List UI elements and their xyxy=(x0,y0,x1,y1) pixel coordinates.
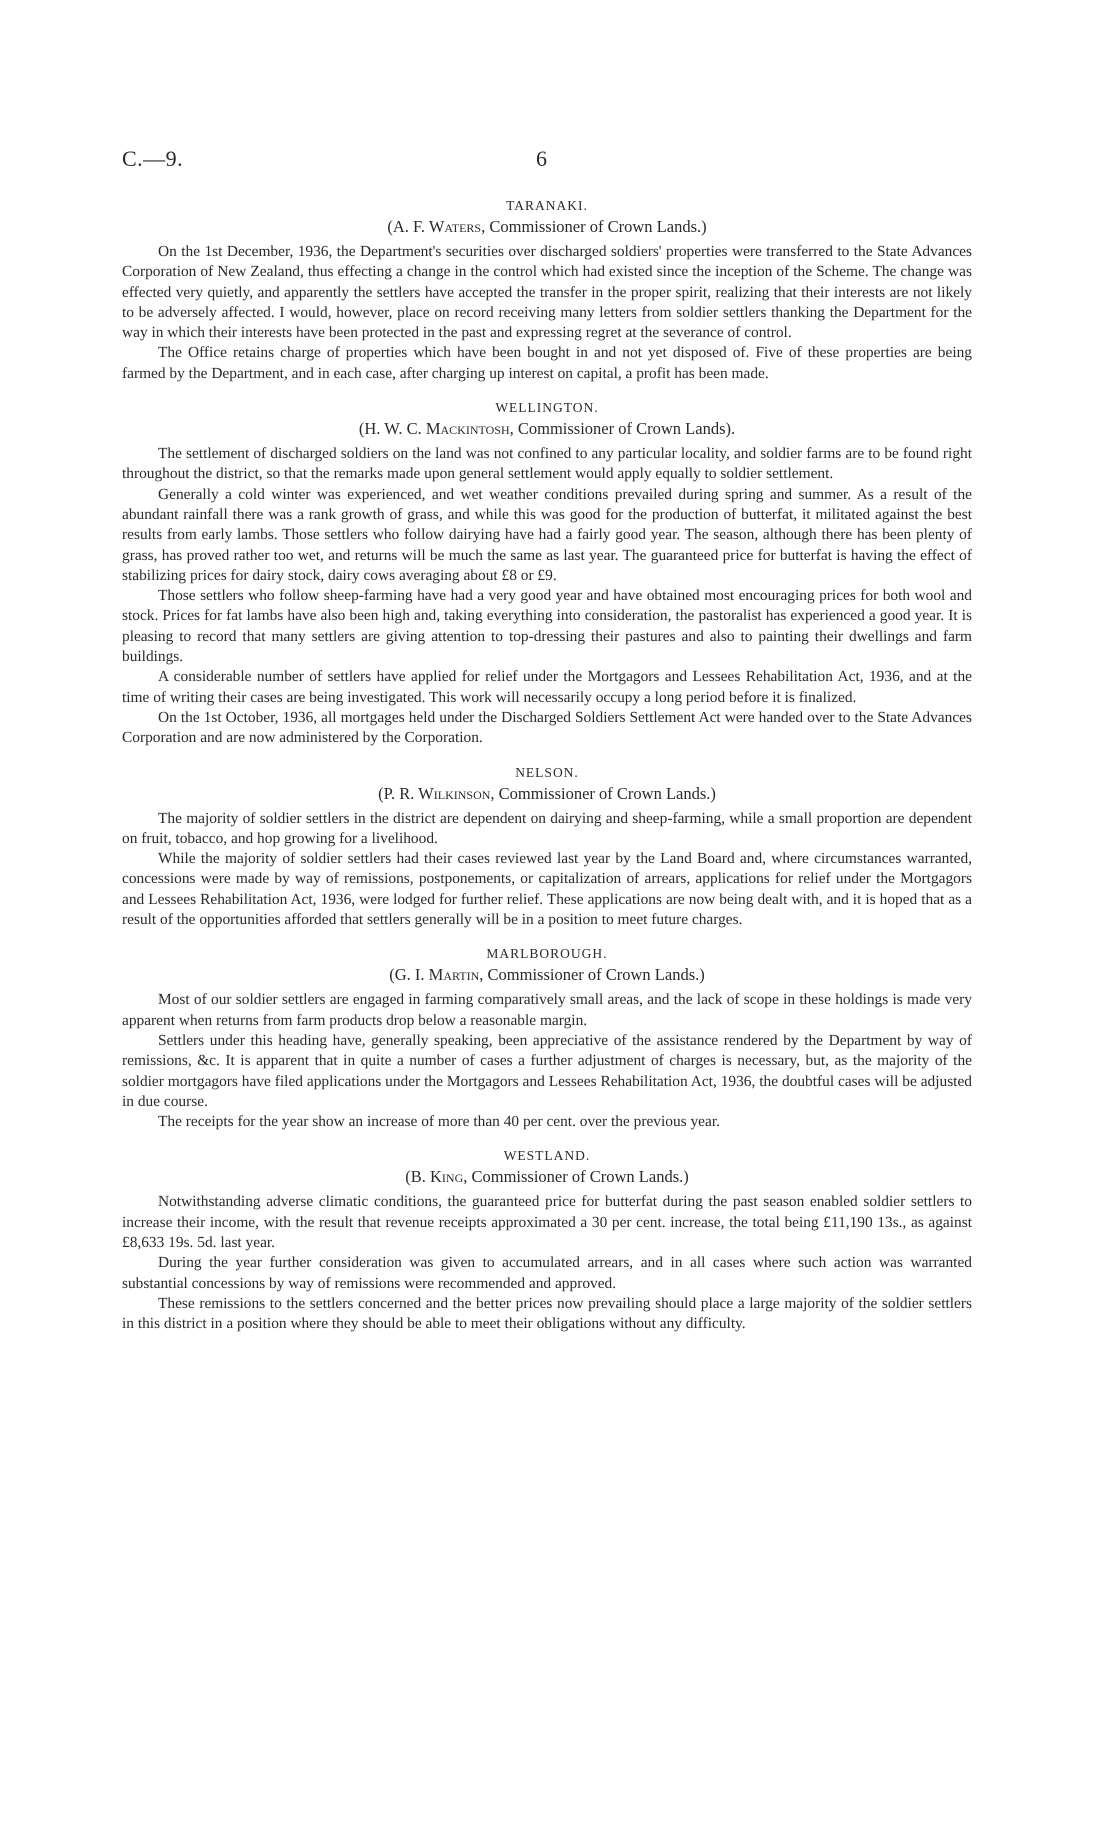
paragraph: The receipts for the year show an increase of more than 40 per cent. over the previous year. xyxy=(158,1113,720,1131)
commissioner-prefix: ( xyxy=(405,1167,411,1187)
section-title: NELSON. xyxy=(515,764,579,780)
commissioner-suffix: , Commissioner of Crown Lands.) xyxy=(481,217,707,236)
section-spacer xyxy=(122,749,972,763)
paragraph: On the 1st December, 1936, the Department's securities over discharged soldiers' properties were transferred to the State Advances Corporation of New Zealand, thus effecting a change in the control which had existed since the inception of the Scheme. The change was effected very quietly, and apparently the settlers have accepted the transfer in the proper spirit, realizing that their interests are not likely to be adversely affected. I would, however, place on record receiving many letters from soldier settlers thanking the Department for the way in which their interests have been protected in the past and expressing regret at the severance of control. xyxy=(122,243,972,342)
paragraph: Most of our soldier settlers are engaged in farming comparatively small areas, and the lack of scope in these holdings is made very apparent when returns from farm products drop below a reasonable margin. xyxy=(122,991,972,1029)
commissioner-suffix: , Commissioner of Crown Lands). xyxy=(509,419,736,439)
commissioner-line xyxy=(122,783,972,805)
section-title: TARANAKI. xyxy=(506,198,588,213)
commissioner-name: G. I. Martin xyxy=(394,965,480,985)
paragraph: Generally a cold winter was experienced, and wet weather conditions prevailed during spring and summer. As a result of the abundant rainfall there was a rank growth of grass, and while this was good for the production of butterfat, it militated against the best results from early lambs. Those settlers who follow dairying have had a fairly good year. The season, although there has been plenty of grass, has proved rather too wet, and returns will be much the same as last year. The guaranteed price for butterfat is having the effect of stabilizing prices for dairy stock, dairy cows averaging about £8 or £9. xyxy=(122,485,972,584)
document-reference: C.—9. xyxy=(122,146,184,171)
section-spacer xyxy=(122,930,972,944)
section-westland xyxy=(122,1146,972,1334)
commissioner-suffix: , Commissioner of Crown Lands.) xyxy=(479,965,705,985)
paragraph: While the majority of soldier settlers had their cases reviewed last year by the Land Board and, where circumstances warranted, concessions were made by way of remissions, postponements, or capitalization of arrears, applications for relief under the Mortgagors and Lessees Rehabilitation Act, 1936, were lodged for further relief. These applications are now being dealt with, and it is hoped that as a result of the opportunities afforded that settlers generally will be in a position to meet future charges. xyxy=(122,850,972,929)
page-header xyxy=(122,146,972,176)
commissioner-name: B. King xyxy=(410,1167,464,1187)
commissioner-line xyxy=(122,1166,972,1188)
commissioner-suffix: , Commissioner of Crown Lands.) xyxy=(490,783,716,803)
commissioner-name: P. R. Wilkinson xyxy=(383,783,491,803)
paragraph: The settlement of discharged soldiers on the land was not confined to any particular locality, and soldier farms are to be found right throughout the district, so that the remarks made upon general settlement would apply equally to soldier settlement. xyxy=(122,445,972,483)
commissioner-line xyxy=(122,964,972,986)
commissioner-prefix: ( xyxy=(358,419,365,439)
paragraph: During the year further consideration was given to accumulated arrears, and in all cases where such action was warranted substantial concessions by way of remissions were recommended and approved. xyxy=(122,1254,972,1292)
commissioner-suffix: , Commissioner of Crown Lands.) xyxy=(463,1167,689,1187)
section-title: WELLINGTON. xyxy=(495,400,599,416)
paragraph: A considerable number of settlers have applied for relief under the Mortgagors and Lessees Rehabilitation Act, 1936, and at the time of writing their cases are being investigated. This work will necessarily occupy a long period before it is finalized. xyxy=(122,668,972,706)
paragraph: On the 1st October, 1936, all mortgages held under the Discharged Soldiers Settlement Act were handed over to the State Advances Corporation and are now administered by the Corporation. xyxy=(122,708,972,747)
commissioner-prefix: ( xyxy=(378,783,384,803)
paragraph: Those settlers who follow sheep-farming have had a very good year and have obtained most encouraging prices for both wool and stock. Prices for fat lambs have also been high and, taking everything into consideration, the pastoralist has experienced a good year. It is pleasing to record that many settlers are giving attention to top-dressing their pastures and also to painting their dwellings and farm buildings. xyxy=(122,587,972,666)
section-spacer xyxy=(122,1132,972,1146)
paragraph: Notwithstanding adverse climatic conditions, the guaranteed price for butterfat during the past season enabled soldier settlers to increase their income, with the result that revenue receipts approximated a 30 per cent. increase, the total being £11,190 13s., as against £8,633 19s. 5d. last year. xyxy=(122,1193,972,1251)
commissioner-line xyxy=(122,418,972,440)
paragraph: The Office retains charge of properties which have been bought in and not yet disposed of. Five of these properties are being farmed by the Department, and in each case, after charging up interest on capital, a profit has been made. xyxy=(122,344,972,382)
paragraph: These remissions to the settlers concerned and the better prices now prevailing should place a large majority of the soldier settlers in this district in a position where they should be able to meet their obligations without any difficulty. xyxy=(122,1294,972,1333)
commissioner-name: H. W. C. Mackintosh xyxy=(364,419,510,439)
section-marlborough xyxy=(122,944,972,1132)
commissioner-name: A. F. Waters xyxy=(392,217,482,236)
page-content xyxy=(122,196,972,1334)
commissioner-prefix: ( xyxy=(389,965,395,985)
section-taranaki xyxy=(122,196,972,384)
commissioner-line xyxy=(122,216,972,238)
section-wellington xyxy=(122,398,972,748)
page-number: 6 xyxy=(536,146,547,171)
section-spacer xyxy=(122,384,972,398)
commissioner-prefix: ( xyxy=(387,217,393,236)
section-title: WESTLAND. xyxy=(503,1148,591,1164)
section-title: MARLBOROUGH. xyxy=(486,946,608,962)
paragraph: The majority of soldier settlers in the district are dependent on dairying and sheep-farming, while a small proportion are dependent on fruit, tobacco, and hop growing for a livelihood. xyxy=(122,809,972,847)
section-nelson xyxy=(122,763,972,931)
paragraph: Settlers under this heading have, generally speaking, been appreciative of the assistance rendered by the Department by way of remissions, &c. It is apparent that in quite a number of cases a further adjustment of charges is necessary, but, as the majority of the soldier mortgagors have filed applications under the Mortgagors and Lessees Rehabilitation Act, 1936, the doubtful cases will be adjusted in due course. xyxy=(122,1031,972,1110)
